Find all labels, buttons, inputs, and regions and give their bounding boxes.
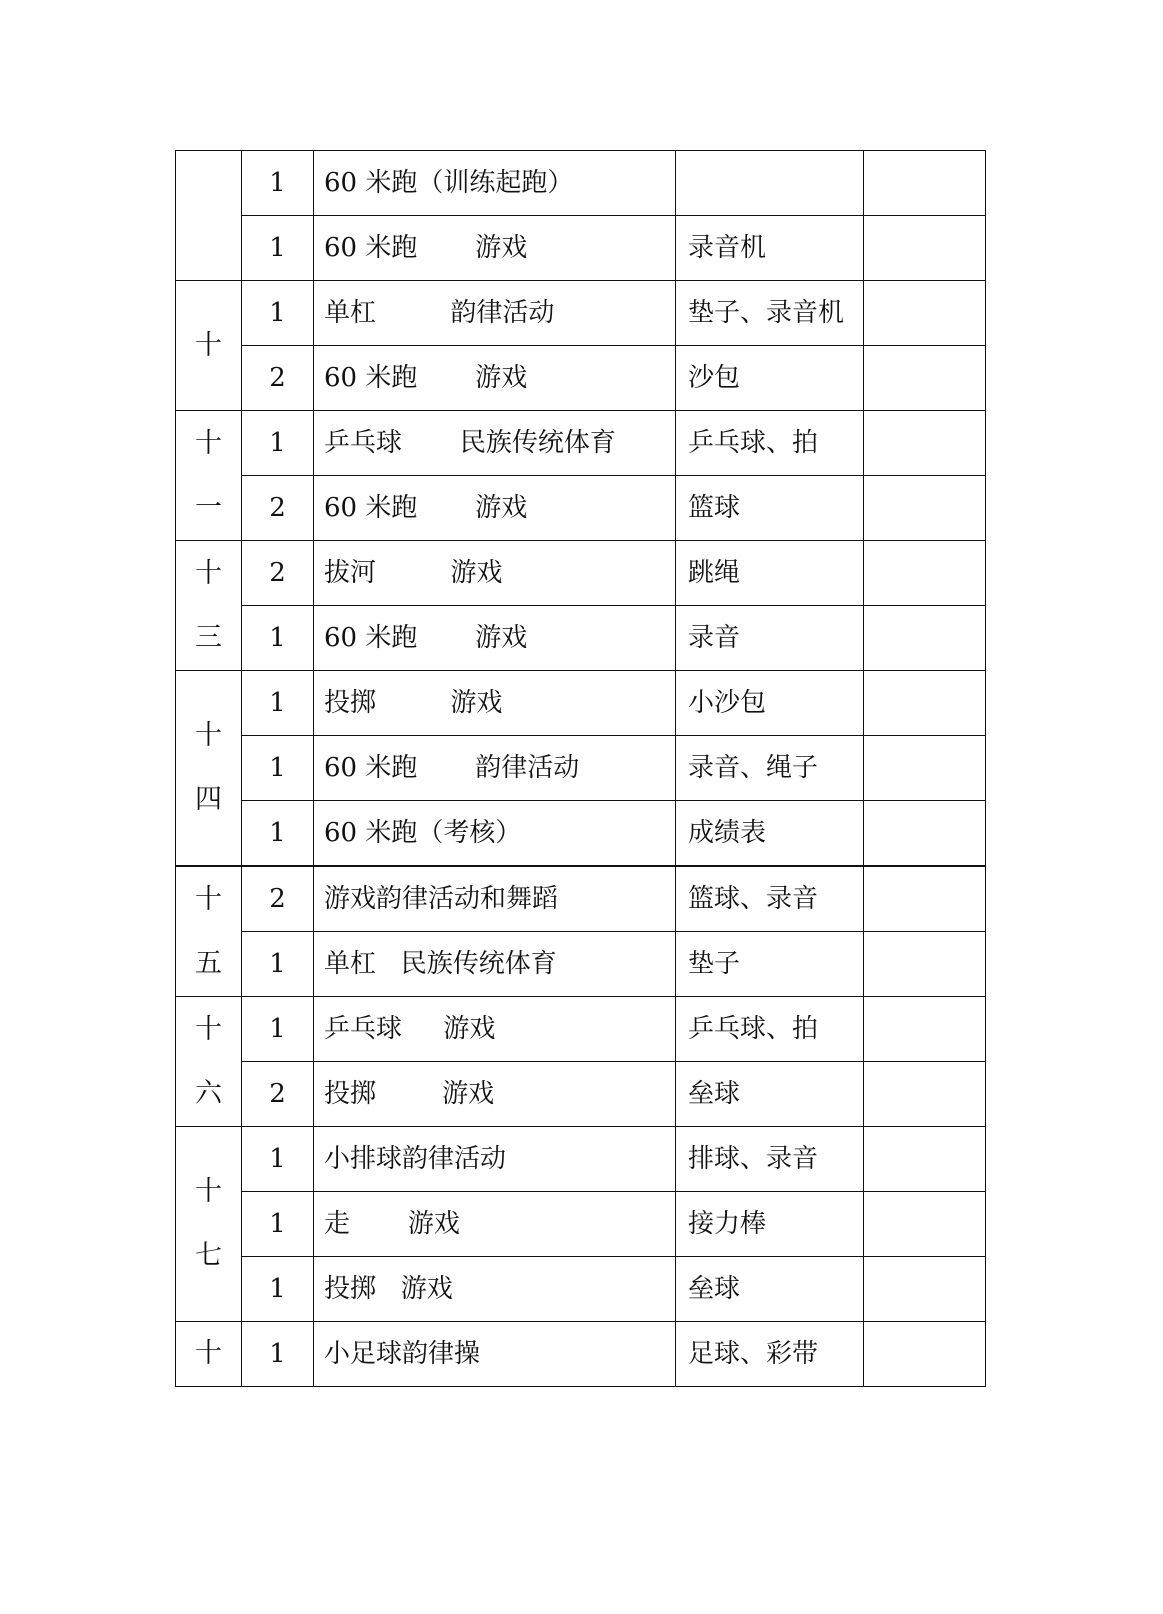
content-cell: 60 米跑（训练起跑） — [314, 151, 676, 216]
table-row — [176, 997, 986, 1062]
equipment-cell: 垫子 — [676, 932, 864, 997]
week-label: 十 — [195, 1338, 222, 1369]
table-row — [176, 1257, 986, 1322]
hours-cell: 1 — [242, 411, 314, 476]
table-row — [176, 1192, 986, 1257]
equipment-cell: 足球、彩带 — [676, 1322, 864, 1387]
equipment-cell: 乒乓球、拍 — [676, 997, 864, 1062]
note-cell — [864, 1192, 986, 1257]
note-cell — [864, 476, 986, 541]
hours-cell: 1 — [242, 281, 314, 346]
content-cell: 拔河 游戏 — [314, 541, 676, 606]
table-row — [176, 541, 986, 606]
hours-cell: 1 — [242, 216, 314, 281]
week-cell — [176, 541, 242, 671]
equipment-cell: 沙包 — [676, 346, 864, 411]
equipment-cell: 垒球 — [676, 1257, 864, 1322]
equipment-cell: 篮球、录音 — [676, 866, 864, 932]
week-label: 十 七 — [195, 1176, 222, 1271]
week-cell — [176, 997, 242, 1127]
equipment-cell: 录音、绳子 — [676, 736, 864, 801]
hours-cell: 2 — [242, 476, 314, 541]
note-cell — [864, 1322, 986, 1387]
hours-cell: 1 — [242, 1127, 314, 1192]
week-cell — [176, 1322, 242, 1387]
week-cell — [176, 411, 242, 541]
hours-cell: 2 — [242, 1062, 314, 1127]
note-cell — [864, 541, 986, 606]
note-cell — [864, 866, 986, 932]
week-label: 十 四 — [195, 720, 222, 815]
content-cell: 游戏韵律活动和舞蹈 — [314, 866, 676, 932]
hours-cell: 2 — [242, 866, 314, 932]
content-cell: 小足球韵律操 — [314, 1322, 676, 1387]
hours-cell: 1 — [242, 801, 314, 867]
equipment-cell: 成绩表 — [676, 801, 864, 867]
week-label: 十 五 — [195, 883, 222, 979]
week-cell — [176, 281, 242, 411]
table-row — [176, 151, 986, 216]
table-row — [176, 411, 986, 476]
note-cell — [864, 1127, 986, 1192]
content-cell: 60 米跑 游戏 — [314, 606, 676, 671]
hours-cell: 1 — [242, 606, 314, 671]
equipment-cell: 接力棒 — [676, 1192, 864, 1257]
content-cell: 单杠 民族传统体育 — [314, 932, 676, 997]
hours-cell: 1 — [242, 1257, 314, 1322]
content-cell: 乒乓球 游戏 — [314, 997, 676, 1062]
table-row — [176, 1322, 986, 1387]
table-row — [176, 1062, 986, 1127]
equipment-cell: 跳绳 — [676, 541, 864, 606]
equipment-cell: 垫子、录音机 — [676, 281, 864, 346]
note-cell — [864, 1062, 986, 1127]
note-cell — [864, 1257, 986, 1322]
content-cell: 小排球韵律活动 — [314, 1127, 676, 1192]
week-cell — [176, 671, 242, 867]
table-row — [176, 736, 986, 801]
table-row — [176, 216, 986, 281]
week-label: 十 — [195, 329, 222, 361]
table-row — [176, 801, 986, 867]
week-label: 十 三 — [195, 557, 222, 653]
note-cell — [864, 932, 986, 997]
note-cell — [864, 606, 986, 671]
note-cell — [864, 281, 986, 346]
content-cell: 投掷 游戏 — [314, 671, 676, 736]
content-cell: 60 米跑 游戏 — [314, 216, 676, 281]
week-cell — [176, 1127, 242, 1322]
note-cell — [864, 997, 986, 1062]
table-row — [176, 866, 986, 932]
equipment-cell — [676, 151, 864, 216]
hours-cell: 1 — [242, 671, 314, 736]
content-cell: 60 米跑 游戏 — [314, 346, 676, 411]
content-cell: 投掷 游戏 — [314, 1257, 676, 1322]
equipment-cell: 小沙包 — [676, 671, 864, 736]
content-cell: 60 米跑（考核） — [314, 801, 676, 867]
table-row — [176, 606, 986, 671]
note-cell — [864, 346, 986, 411]
week-label: 十 六 — [195, 1013, 222, 1109]
table-row — [176, 932, 986, 997]
table-row — [176, 476, 986, 541]
table-row — [176, 1127, 986, 1192]
hours-cell: 1 — [242, 1192, 314, 1257]
hours-cell: 2 — [242, 346, 314, 411]
note-cell — [864, 736, 986, 801]
equipment-cell: 录音 — [676, 606, 864, 671]
content-cell: 投掷 游戏 — [314, 1062, 676, 1127]
content-cell: 60 米跑 游戏 — [314, 476, 676, 541]
equipment-cell: 录音机 — [676, 216, 864, 281]
week-label: 十 一 — [195, 427, 222, 523]
table-row — [176, 346, 986, 411]
equipment-cell: 排球、录音 — [676, 1127, 864, 1192]
content-cell: 60 米跑 韵律活动 — [314, 736, 676, 801]
content-cell: 乒乓球 民族传统体育 — [314, 411, 676, 476]
week-cell — [176, 151, 242, 281]
equipment-cell: 篮球 — [676, 476, 864, 541]
table-row — [176, 671, 986, 736]
week-cell — [176, 866, 242, 997]
hours-cell: 1 — [242, 932, 314, 997]
content-cell: 单杠 韵律活动 — [314, 281, 676, 346]
hours-cell: 1 — [242, 151, 314, 216]
note-cell — [864, 801, 986, 867]
note-cell — [864, 216, 986, 281]
content-cell: 走 游戏 — [314, 1192, 676, 1257]
table-row — [176, 281, 986, 346]
hours-cell: 1 — [242, 997, 314, 1062]
hours-cell: 1 — [242, 736, 314, 801]
note-cell — [864, 151, 986, 216]
note-cell — [864, 671, 986, 736]
hours-cell: 1 — [242, 1322, 314, 1387]
schedule-table — [175, 150, 986, 1387]
note-cell — [864, 411, 986, 476]
hours-cell: 2 — [242, 541, 314, 606]
equipment-cell: 垒球 — [676, 1062, 864, 1127]
equipment-cell: 乒乓球、拍 — [676, 411, 864, 476]
